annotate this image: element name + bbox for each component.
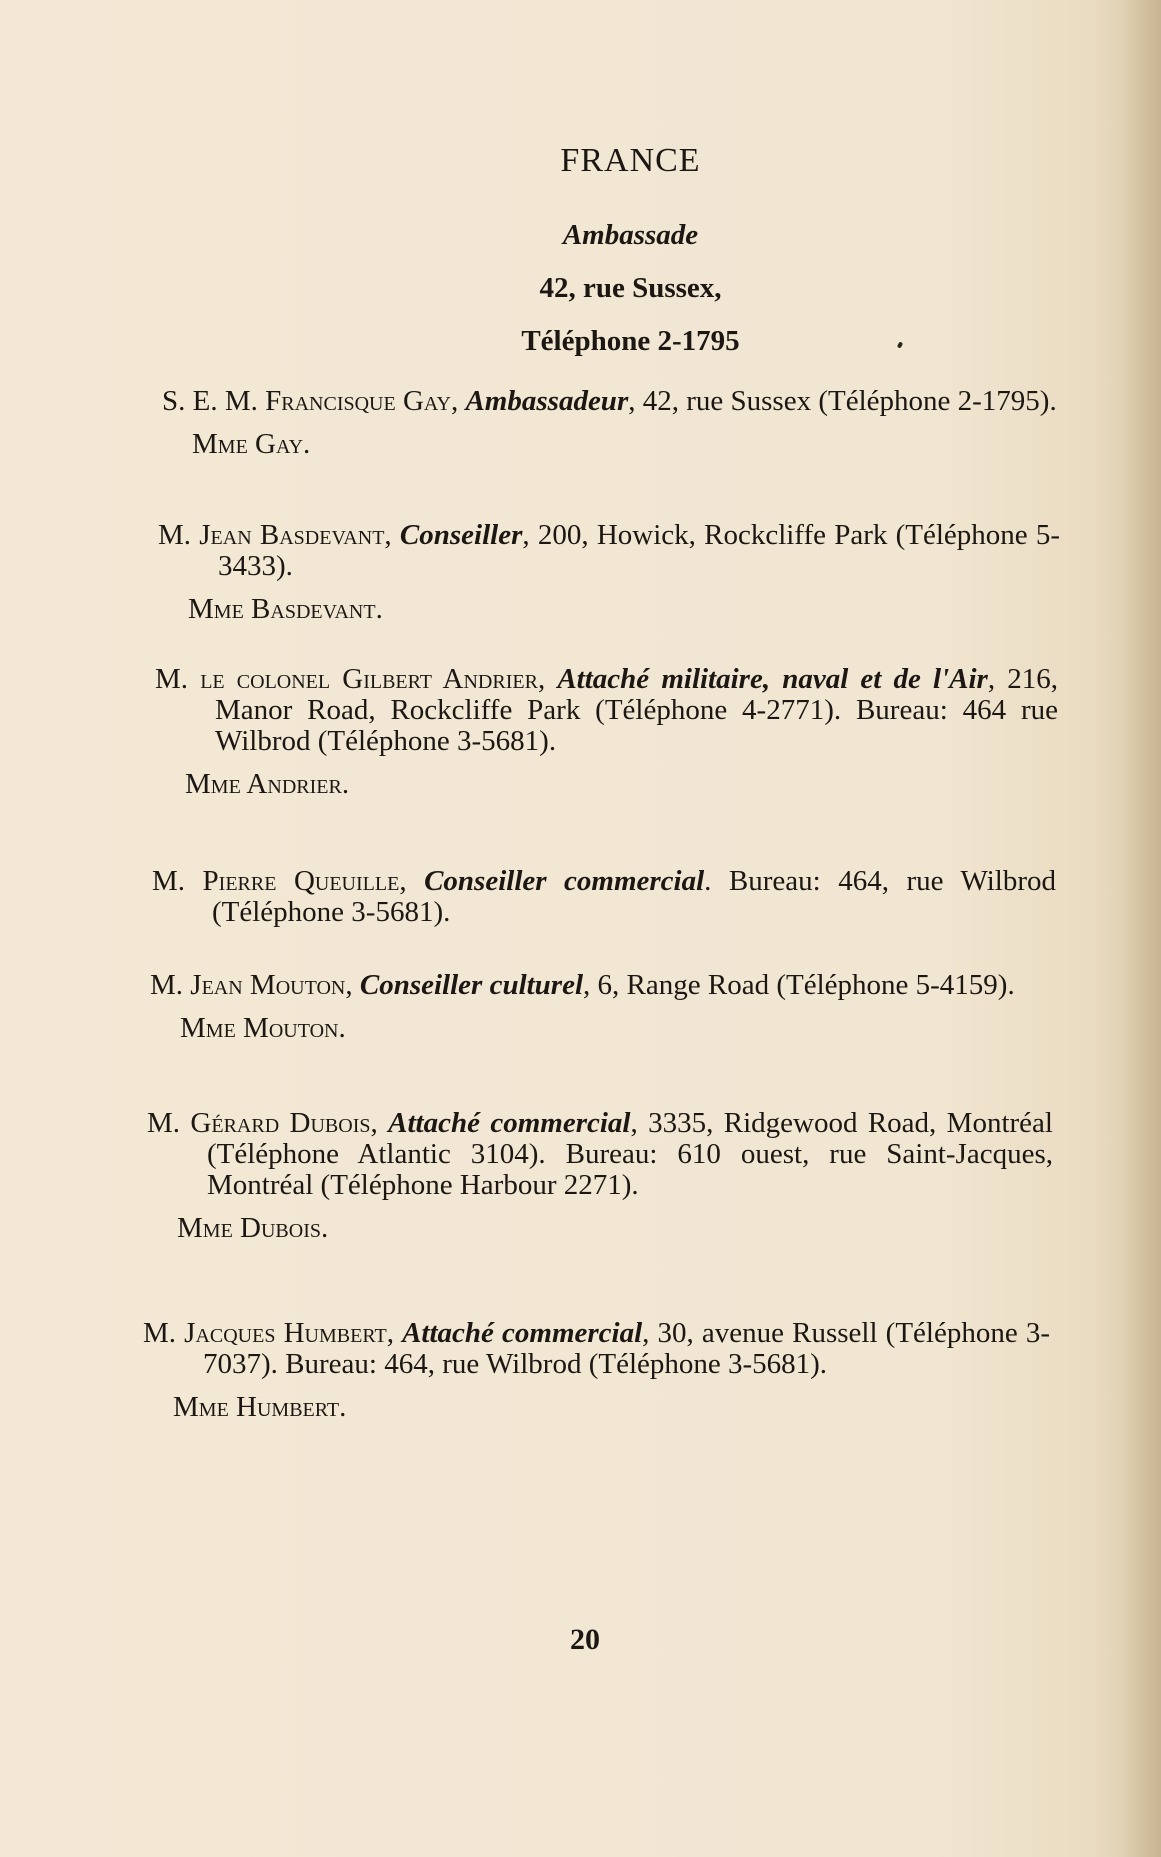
entry-main bbox=[162, 386, 1062, 417]
entry-details: , 42, rue Sussex (Téléphone 2-1795). bbox=[628, 385, 1057, 417]
office-address: 42, rue Sussex, bbox=[539, 272, 722, 304]
entry-humbert bbox=[143, 1318, 1050, 1423]
entry-sep: , bbox=[370, 1107, 389, 1139]
entry-details: , 200, Howick, Rockcliffe Park (Téléphone 5-3433). bbox=[218, 519, 1060, 582]
entry-name: le colonel Gilbert Andrier bbox=[200, 663, 538, 695]
entry-title: Ambassadeur bbox=[465, 385, 629, 417]
entry-gay bbox=[162, 386, 1062, 460]
office-phone: Téléphone 2-1795 bbox=[521, 325, 740, 357]
entry-main bbox=[143, 1318, 1050, 1380]
entry-details: . Bureau: 464, rue Wilbrod (Téléphone 3-5681). bbox=[212, 865, 1056, 928]
entry-dubois bbox=[147, 1108, 1053, 1244]
entry-name: Jean Mouton bbox=[190, 969, 346, 1001]
entry-sep: , bbox=[345, 969, 360, 1001]
entry-sep: , bbox=[386, 1317, 403, 1349]
entry-spouse: Mme Gay. bbox=[192, 428, 311, 460]
entry-name: Gérard Dubois bbox=[190, 1107, 371, 1139]
entry-spouse: Mme Basdevant. bbox=[188, 593, 383, 625]
entry-sep: , bbox=[537, 663, 558, 695]
entry-sep: , bbox=[450, 385, 466, 417]
entry-prefix: M. bbox=[152, 865, 203, 897]
entry-main bbox=[152, 866, 1056, 928]
entry-prefix: S. E. M. bbox=[162, 385, 266, 417]
entry-main bbox=[155, 664, 1058, 757]
entry-title: Conseiller commercial bbox=[424, 865, 705, 897]
page-number: 20 bbox=[570, 1623, 600, 1656]
entry-sep: , bbox=[399, 865, 425, 897]
entry-details: , 3335, Ridgewood Road, Montréal (Téléphone Atlantic 3104). Bureau: 610 ouest, rue Saint-Jacques, Montréal (Téléphone Harbour 2271). bbox=[207, 1107, 1053, 1201]
entry-spouse: Mme Humbert. bbox=[173, 1391, 347, 1423]
entry-name: Francisque Gay bbox=[265, 385, 451, 417]
entry-details: , 216, Manor Road, Rockcliffe Park (Téléphone 4-2771). Bureau: 464 rue Wilbrod (Téléphone 3-5681). bbox=[215, 663, 1058, 757]
entry-title: Attaché commercial bbox=[402, 1317, 643, 1349]
entry-andrier bbox=[155, 664, 1058, 800]
entry-basdevant bbox=[158, 520, 1060, 625]
entry-prefix: M. bbox=[143, 1317, 185, 1349]
entry-name: Jean Basdevant bbox=[199, 519, 385, 551]
entry-main bbox=[150, 970, 1055, 1001]
entry-name: Jacques Humbert bbox=[184, 1317, 387, 1349]
entry-main bbox=[147, 1108, 1053, 1201]
entry-spouse: Mme Dubois. bbox=[177, 1212, 329, 1244]
entry-title: Conseiller culturel bbox=[359, 969, 584, 1001]
entry-main bbox=[158, 520, 1060, 582]
entry-prefix: M. bbox=[158, 519, 200, 551]
entry-spouse: Mme Mouton. bbox=[180, 1012, 346, 1044]
entry-mouton bbox=[150, 970, 1055, 1044]
office-heading: Ambassade bbox=[562, 219, 699, 251]
entry-spouse: Mme Andrier. bbox=[185, 768, 350, 800]
entry-details: , 30, avenue Russell (Téléphone 3-7037). Bureau: 464, rue Wilbrod (Téléphone 3-5681). bbox=[203, 1317, 1050, 1380]
country-heading: FRANCE bbox=[560, 142, 701, 179]
entry-title: Conseiller bbox=[399, 519, 523, 551]
entry-name: Pierre Queuille bbox=[202, 865, 400, 897]
entry-prefix: M. bbox=[147, 1107, 191, 1139]
entry-prefix: M. bbox=[150, 969, 191, 1001]
entry-prefix: M. bbox=[155, 663, 201, 695]
entry-title: Attaché militaire, naval et de l'Air bbox=[557, 663, 988, 695]
entry-queuille bbox=[152, 866, 1056, 928]
entry-sep: , bbox=[384, 519, 400, 551]
entry-title: Attaché commercial bbox=[388, 1107, 631, 1139]
entry-details: , 6, Range Road (Téléphone 5-4159). bbox=[583, 969, 1015, 1001]
